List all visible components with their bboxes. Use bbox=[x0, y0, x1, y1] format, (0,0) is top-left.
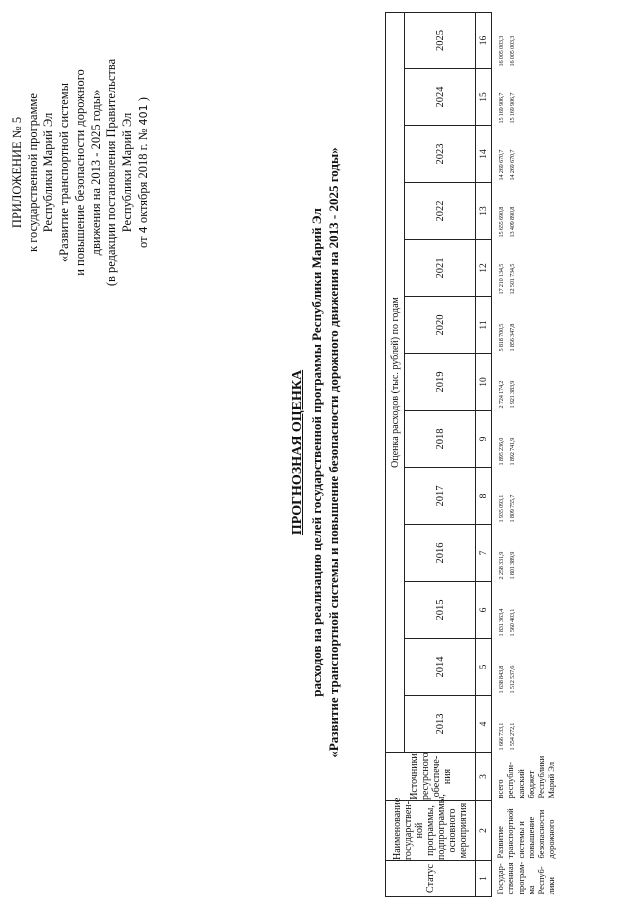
source-budget-label: республи-канский бюджет Республики Марий Эл bbox=[505, 755, 557, 799]
value-total: 1 831 363,4 bbox=[498, 608, 505, 637]
header-status: Статус bbox=[386, 861, 476, 897]
value-budget: 1 554 272,1 bbox=[509, 722, 516, 751]
value-total: 5 818 700,5 bbox=[498, 323, 505, 352]
column-number: 15 bbox=[476, 69, 492, 126]
year-header: 2013 bbox=[405, 696, 476, 753]
column-number: 4 bbox=[476, 696, 492, 753]
column-number: 11 bbox=[476, 297, 492, 354]
table-row bbox=[492, 12, 557, 896]
document-title: ПРОГНОЗНАЯ ОЦЕНКА bbox=[290, 369, 305, 536]
year-header: 2017 bbox=[405, 468, 476, 525]
row-status: Государ-ственная програм-ма Респуб-лики bbox=[495, 861, 557, 895]
column-number: 14 bbox=[476, 126, 492, 183]
column-number: 1 bbox=[476, 861, 492, 897]
value-budget: 1 560 403,1 bbox=[509, 608, 516, 637]
column-number: 2 bbox=[476, 801, 492, 861]
value-cell bbox=[492, 468, 557, 525]
column-number: 10 bbox=[476, 354, 492, 411]
year-header: 2018 bbox=[405, 411, 476, 468]
value-total: 1 638 843,8 bbox=[498, 665, 505, 694]
document-subtitle: расходов на реализацию целей государственной программы Республики Марий Эл bbox=[309, 208, 324, 697]
value-budget: 13 409 890,8 bbox=[509, 206, 516, 238]
value-cell bbox=[492, 297, 557, 354]
year-header: 2014 bbox=[405, 639, 476, 696]
value-cell bbox=[492, 240, 557, 297]
appendix-block bbox=[10, 25, 151, 320]
column-number: 9 bbox=[476, 411, 492, 468]
year-header: 2020 bbox=[405, 297, 476, 354]
value-budget: 12 501 734,5 bbox=[509, 263, 516, 295]
value-cell bbox=[492, 639, 557, 696]
appendix-line: Республики Марий Эл bbox=[119, 112, 134, 233]
value-cell bbox=[492, 696, 557, 753]
year-header: 2023 bbox=[405, 126, 476, 183]
value-budget: 1 809 755,7 bbox=[509, 494, 516, 523]
value-total: 2 724 174,2 bbox=[498, 380, 505, 409]
forecast-table bbox=[385, 12, 557, 897]
value-budget: 14 269 670,7 bbox=[509, 149, 516, 181]
appendix-line: «Развитие транспортной системы bbox=[57, 82, 72, 263]
value-total: 17 210 134,5 bbox=[498, 263, 505, 295]
column-number: 7 bbox=[476, 525, 492, 582]
value-budget: 1 921 383,9 bbox=[509, 380, 516, 409]
row-program-name: Развитие транспортной системы и повышение безопасности дорожного bbox=[495, 808, 557, 859]
value-cell bbox=[492, 582, 557, 639]
appendix-line: ПРИЛОЖЕНИЕ № 5 bbox=[10, 116, 24, 229]
date-middle: октября 2018 г. № bbox=[135, 128, 150, 224]
document-heading bbox=[288, 0, 342, 905]
value-budget: 1 892 741,9 bbox=[509, 437, 516, 466]
value-budget: 1 856 347,8 bbox=[509, 323, 516, 352]
column-number: 3 bbox=[476, 753, 492, 801]
year-header: 2016 bbox=[405, 525, 476, 582]
header-name: Наименование государствен-ной программы, подпрограммы, основного мероприятия bbox=[386, 801, 476, 861]
program-name: «Развитие транспортной системы и повышение безопасности дорожного движения на 2013 - 2025 годы» bbox=[326, 147, 341, 758]
year-header: 2024 bbox=[405, 69, 476, 126]
header-estimate: Оценка расходов (тыс. рублей) по годам bbox=[386, 12, 405, 752]
column-number: 6 bbox=[476, 582, 492, 639]
value-total: 1 935 093,1 bbox=[498, 494, 505, 523]
column-number: 12 bbox=[476, 240, 492, 297]
date-prefix: от bbox=[135, 236, 150, 248]
appendix-line: (в редакции постановления Правительства bbox=[104, 58, 119, 287]
year-header: 2021 bbox=[405, 240, 476, 297]
column-number: 8 bbox=[476, 468, 492, 525]
value-total: 2 258 331,9 bbox=[498, 551, 505, 580]
value-budget: 15 169 906,7 bbox=[509, 92, 516, 124]
value-total: 15 655 690,8 bbox=[498, 206, 505, 238]
value-cell bbox=[492, 69, 557, 126]
date-suffix: ) bbox=[135, 97, 150, 102]
appendix-line: Республики Марий Эл bbox=[41, 112, 56, 233]
value-cell bbox=[492, 411, 557, 468]
year-header: 2015 bbox=[405, 582, 476, 639]
value-cell bbox=[492, 525, 557, 582]
appendix-line: движения на 2013 - 2025 годы» bbox=[88, 89, 103, 256]
value-budget: 1 801 389,9 bbox=[509, 551, 516, 580]
column-number: 16 bbox=[476, 12, 492, 68]
value-cell bbox=[492, 183, 557, 240]
value-total: 14 269 670,7 bbox=[498, 149, 505, 181]
value-cell bbox=[492, 126, 557, 183]
year-header: 2022 bbox=[405, 183, 476, 240]
resolution-number: 401 bbox=[136, 104, 150, 126]
header-source: Источники ресурсного обеспече-ния bbox=[386, 753, 476, 801]
resolution-date-line bbox=[136, 25, 152, 320]
value-budget: 1 512 537,6 bbox=[509, 665, 516, 694]
value-cell bbox=[492, 354, 557, 411]
value-total: 1 895 236,0 bbox=[498, 437, 505, 466]
column-number: 13 bbox=[476, 183, 492, 240]
value-budget: 16 005 003,3 bbox=[509, 35, 516, 67]
column-numbers-row bbox=[476, 12, 492, 896]
value-total: 15 169 906,7 bbox=[498, 92, 505, 124]
value-cell bbox=[492, 12, 557, 68]
row-sources bbox=[492, 753, 557, 801]
appendix-line: и повышение безопасности дорожного bbox=[72, 69, 87, 276]
source-total-label: всего bbox=[495, 779, 505, 799]
year-header: 2025 bbox=[405, 12, 476, 68]
value-total: 1 666 733,1 bbox=[498, 722, 505, 751]
value-total: 16 005 003,3 bbox=[498, 35, 505, 67]
date-day: 4 bbox=[136, 226, 150, 234]
appendix-line: к государственной программе bbox=[25, 93, 40, 252]
year-header: 2019 bbox=[405, 354, 476, 411]
column-number: 5 bbox=[476, 639, 492, 696]
